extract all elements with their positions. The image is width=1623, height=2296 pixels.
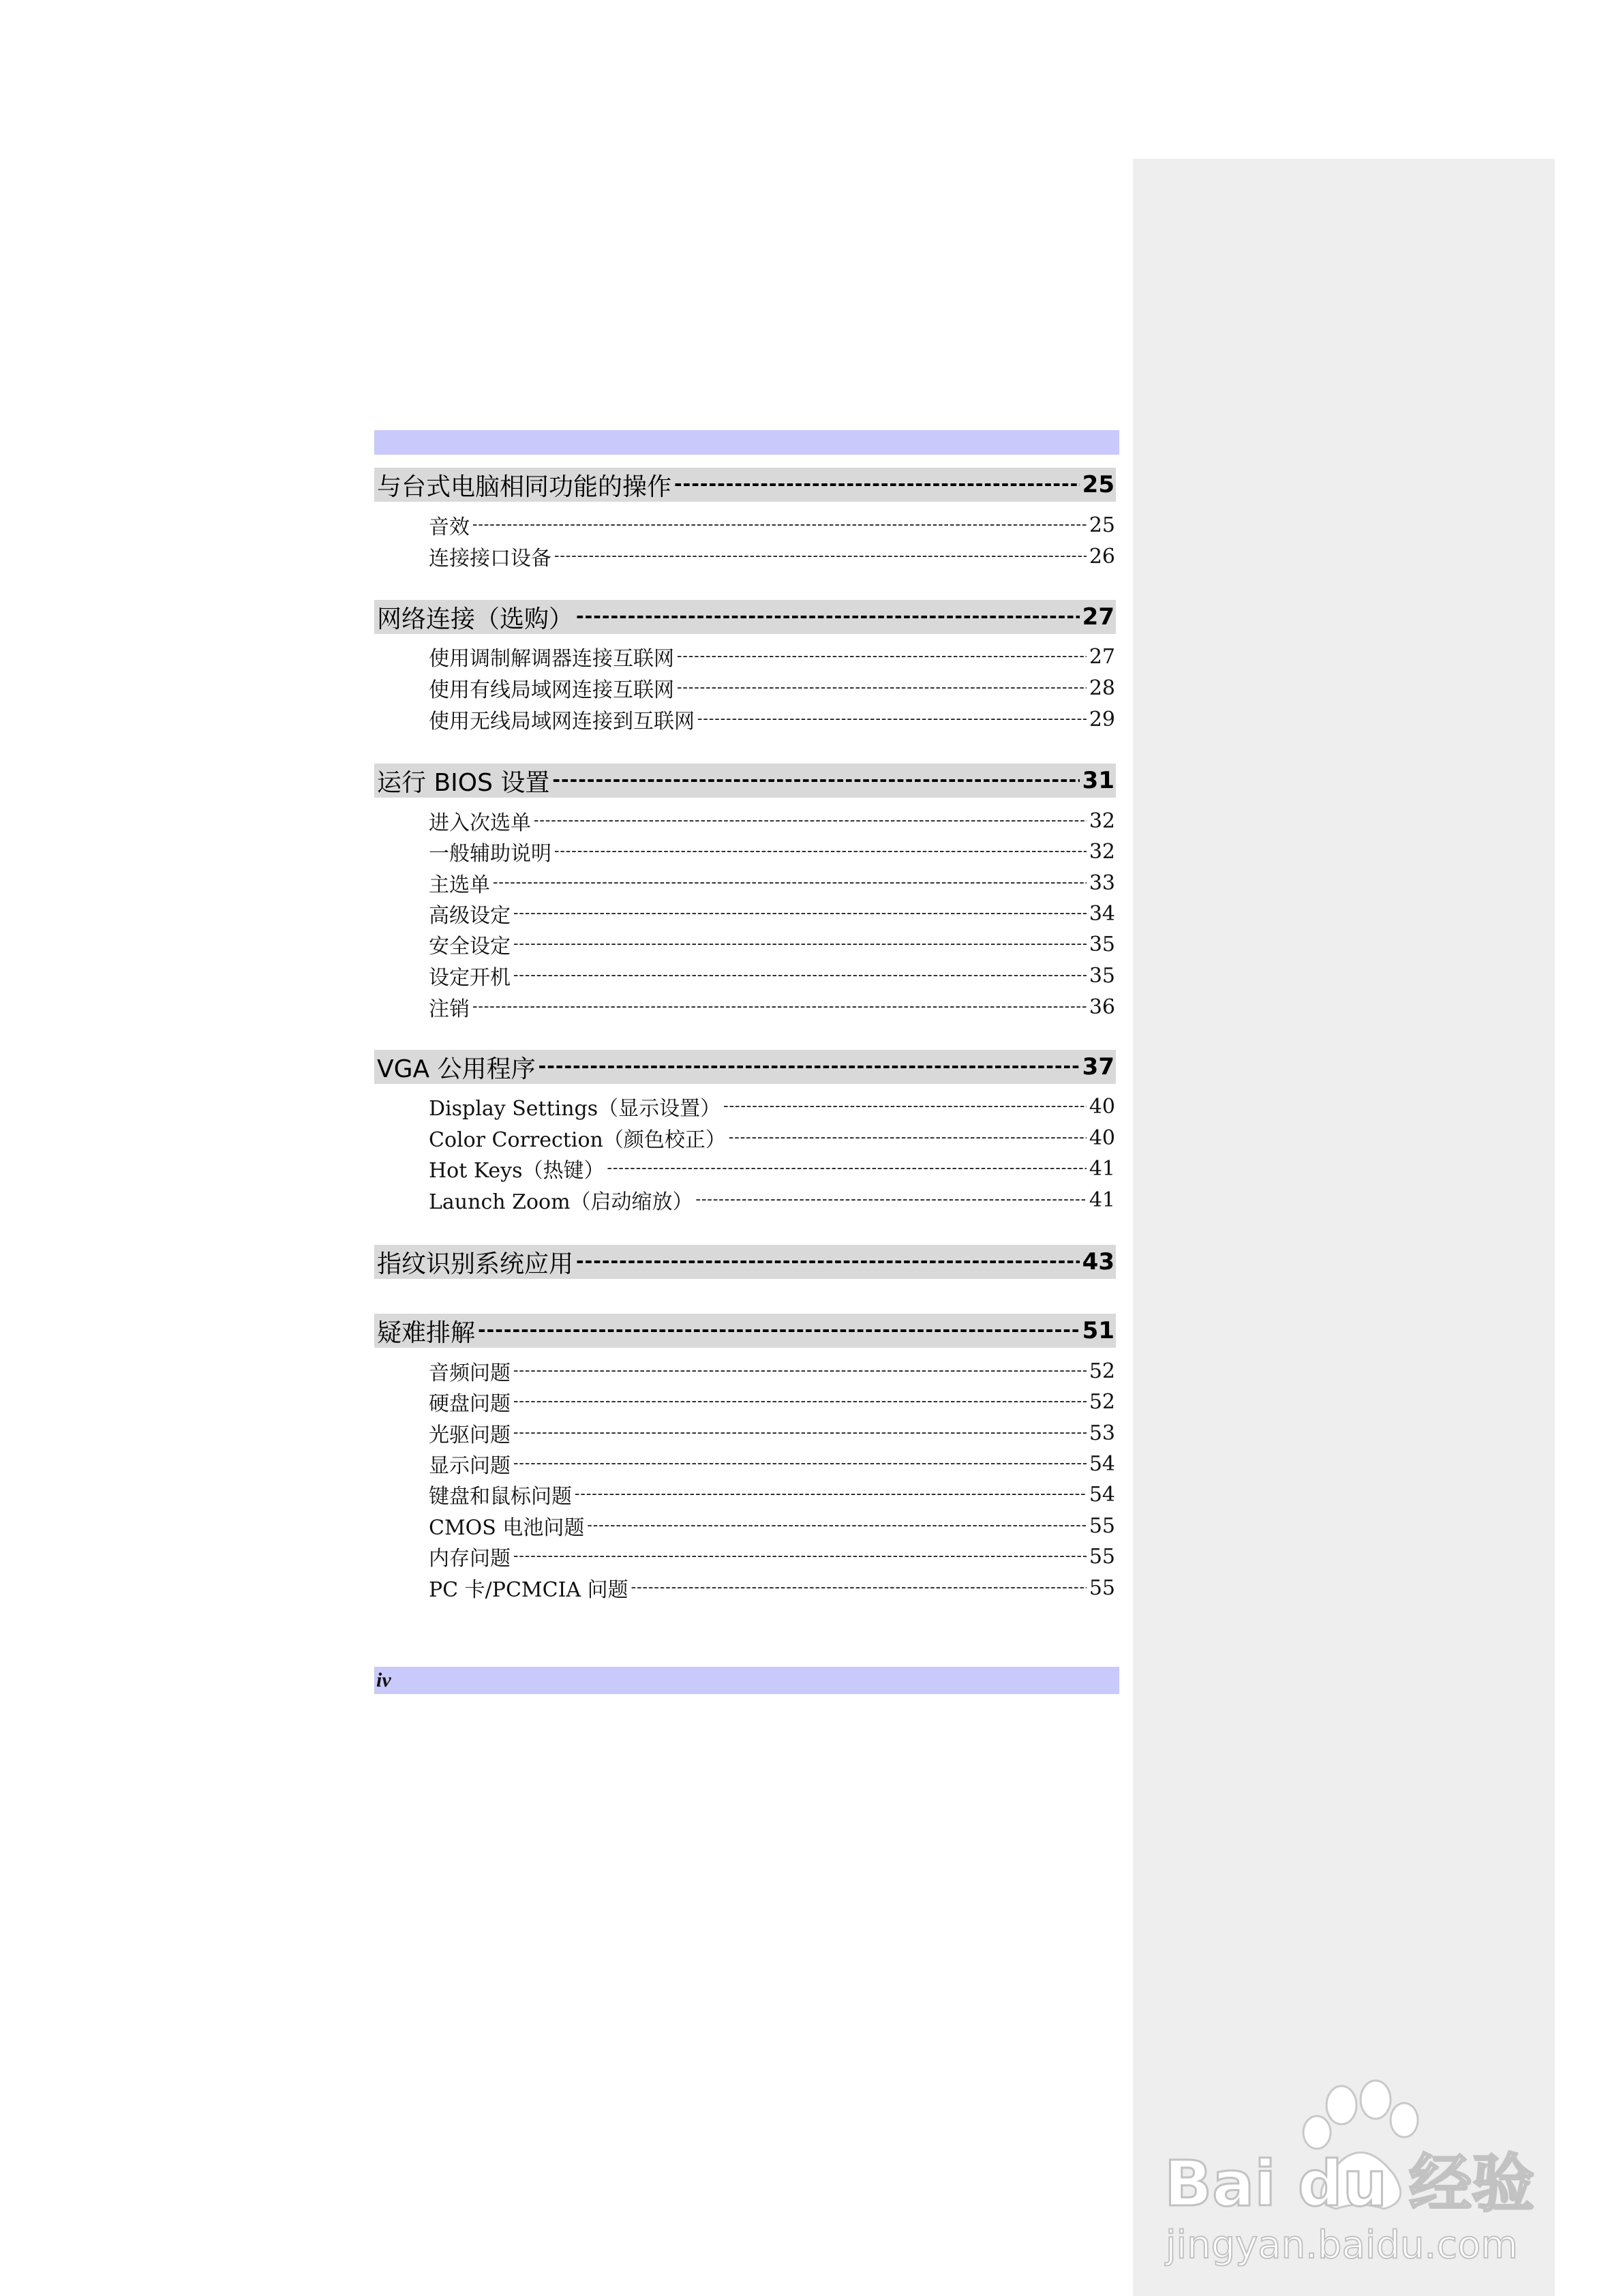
- entry-title: 内存问题: [429, 1547, 511, 1571]
- toc-entry[interactable]: [429, 704, 1115, 734]
- toc-chapter[interactable]: [374, 600, 1116, 634]
- entry-page: 54: [1089, 1451, 1115, 1476]
- entry-title: PC 卡/PCMCIA 问题: [429, 1578, 628, 1602]
- dot-leader: [607, 1160, 1087, 1183]
- toc-entry[interactable]: [429, 641, 1115, 671]
- toc-entry[interactable]: [429, 836, 1115, 866]
- entry-page: 32: [1089, 839, 1115, 864]
- entry-page: 40: [1089, 1094, 1115, 1119]
- toc-entry[interactable]: [429, 1153, 1115, 1183]
- dot-leader: [513, 967, 1087, 991]
- chapter-title: 指纹识别系统应用: [377, 1250, 574, 1278]
- dot-leader: [513, 1362, 1087, 1386]
- dot-leader: [513, 1393, 1087, 1417]
- entry-page: 36: [1089, 995, 1115, 1019]
- chapter-title: 与台式电脑相同功能的操作: [377, 472, 672, 501]
- entry-title: CMOS 电池问题: [429, 1516, 585, 1540]
- dot-leader: [576, 1250, 1080, 1279]
- chapter-page: 43: [1082, 1248, 1114, 1275]
- toc-entry[interactable]: [429, 1449, 1115, 1479]
- chapter-page: 25: [1082, 471, 1114, 498]
- toc-entry[interactable]: [429, 1573, 1115, 1603]
- toc-entry[interactable]: [429, 1541, 1115, 1571]
- toc-entry[interactable]: [429, 1091, 1115, 1121]
- entry-page: 32: [1089, 809, 1115, 833]
- entry-title: Display Settings（显示设置）: [429, 1097, 721, 1121]
- toc-chapter[interactable]: [374, 1050, 1116, 1084]
- page-number: iv: [376, 1669, 391, 1691]
- entry-page: 52: [1089, 1389, 1115, 1414]
- entry-title: 连接接口设备: [429, 547, 551, 571]
- entry-title: Hot Keys（热键）: [429, 1159, 605, 1183]
- entry-title: 音频问题: [429, 1361, 511, 1385]
- toc-entry[interactable]: [429, 1123, 1115, 1153]
- entry-title: 硬盘问题: [429, 1392, 511, 1416]
- entry-title: 设定开机: [429, 966, 511, 990]
- entry-page: 35: [1089, 932, 1115, 956]
- toc-entry[interactable]: [429, 868, 1115, 898]
- dot-leader: [478, 1318, 1080, 1348]
- toc-entry[interactable]: [429, 806, 1115, 836]
- toc-entry[interactable]: [429, 1387, 1115, 1417]
- toc-entry[interactable]: [429, 1418, 1115, 1448]
- side-panel: [1133, 159, 1555, 2296]
- chapter-page: 51: [1082, 1317, 1114, 1344]
- entry-title: Color Correction（颜色校正）: [429, 1128, 726, 1152]
- toc-entry[interactable]: [429, 1479, 1115, 1509]
- chapter-title: VGA 公用程序: [377, 1055, 536, 1083]
- dot-leader: [677, 679, 1087, 703]
- entry-page: 53: [1089, 1421, 1115, 1445]
- entry-title: 使用无线局域网连接到互联网: [429, 710, 695, 734]
- entry-title: 安全设定: [429, 935, 511, 958]
- dot-leader: [513, 1547, 1087, 1571]
- entry-page: 41: [1089, 1188, 1115, 1212]
- chapter-page: 37: [1082, 1053, 1114, 1081]
- entry-title: 使用有线局域网连接互联网: [429, 678, 674, 702]
- dot-leader: [513, 905, 1087, 928]
- watermark-brand: Bai du 经验: [1164, 2147, 1535, 2220]
- toc-entry[interactable]: [429, 1356, 1115, 1386]
- dot-leader: [729, 1129, 1087, 1153]
- dot-leader: [493, 874, 1087, 898]
- entry-page: 55: [1089, 1575, 1115, 1600]
- baidu-watermark: [1159, 2072, 1541, 2270]
- toc-entry[interactable]: [429, 898, 1115, 928]
- entry-page: 55: [1089, 1513, 1115, 1538]
- entry-page: 27: [1089, 644, 1115, 669]
- chapter-page: 31: [1082, 767, 1114, 794]
- footer-band: [374, 1667, 1119, 1694]
- toc-entry[interactable]: [429, 541, 1115, 571]
- chapter-title: 网络连接（选购）: [377, 605, 574, 633]
- entry-page: 25: [1089, 513, 1115, 537]
- dot-leader: [631, 1579, 1087, 1603]
- entry-title: 主选单: [429, 873, 490, 897]
- dot-leader: [554, 843, 1087, 866]
- watermark-url: jingyan.baidu.com: [1166, 2223, 1518, 2267]
- dot-leader: [723, 1098, 1087, 1121]
- dot-leader: [674, 472, 1080, 502]
- entry-page: 33: [1089, 871, 1115, 895]
- entry-page: 55: [1089, 1544, 1115, 1569]
- toc-chapter[interactable]: [374, 1314, 1116, 1348]
- dot-leader: [472, 998, 1087, 1022]
- toc-entry[interactable]: [429, 929, 1115, 959]
- entry-page: 54: [1089, 1482, 1115, 1507]
- entry-page: 40: [1089, 1126, 1115, 1150]
- dot-leader: [472, 516, 1087, 540]
- entry-title: 注销: [429, 997, 470, 1021]
- entry-page: 41: [1089, 1156, 1115, 1181]
- toc-entry[interactable]: [429, 510, 1115, 540]
- dot-leader: [696, 1191, 1087, 1215]
- toc-entry[interactable]: [429, 1185, 1115, 1215]
- dot-leader: [575, 1485, 1087, 1509]
- dot-leader: [576, 605, 1080, 634]
- toc-chapter[interactable]: [374, 1245, 1116, 1279]
- entry-title: 显示问题: [429, 1454, 511, 1478]
- chapter-title: 运行 BIOS 设置: [377, 768, 550, 797]
- entry-title: 光驱问题: [429, 1423, 511, 1447]
- toc-chapter[interactable]: [374, 468, 1116, 502]
- chapter-title: 疑难排解: [377, 1318, 476, 1347]
- entry-page: 52: [1089, 1359, 1115, 1383]
- header-band: [374, 430, 1119, 455]
- dot-leader: [587, 1517, 1086, 1541]
- dot-leader: [513, 1424, 1087, 1448]
- dot-leader: [534, 812, 1087, 836]
- toc-entry[interactable]: [429, 961, 1115, 991]
- dot-leader: [554, 547, 1087, 571]
- toc-entry[interactable]: [429, 1511, 1115, 1541]
- entry-title: 高级设定: [429, 904, 511, 928]
- dot-leader: [677, 648, 1087, 671]
- entry-title: 使用调制解调器连接互联网: [429, 647, 674, 671]
- entry-page: 35: [1089, 963, 1115, 988]
- entry-page: 26: [1089, 544, 1115, 569]
- entry-title: Launch Zoom（启动缩放）: [429, 1190, 693, 1214]
- entry-page: 28: [1089, 676, 1115, 700]
- entry-title: 音效: [429, 515, 470, 539]
- dot-leader: [513, 1455, 1087, 1479]
- entry-page: 34: [1089, 901, 1115, 926]
- chapter-page: 27: [1082, 603, 1114, 631]
- dot-leader: [697, 710, 1087, 734]
- toc-chapter[interactable]: [374, 764, 1116, 798]
- toc-entry[interactable]: [429, 992, 1115, 1022]
- entry-title: 键盘和鼠标问题: [429, 1485, 572, 1509]
- entry-title: 一般辅助说明: [429, 842, 551, 866]
- entry-title: 进入次选单: [429, 811, 531, 835]
- entry-page: 29: [1089, 707, 1115, 731]
- dot-leader: [552, 768, 1079, 798]
- dot-leader: [539, 1055, 1080, 1084]
- toc-entry[interactable]: [429, 673, 1115, 703]
- dot-leader: [513, 935, 1087, 959]
